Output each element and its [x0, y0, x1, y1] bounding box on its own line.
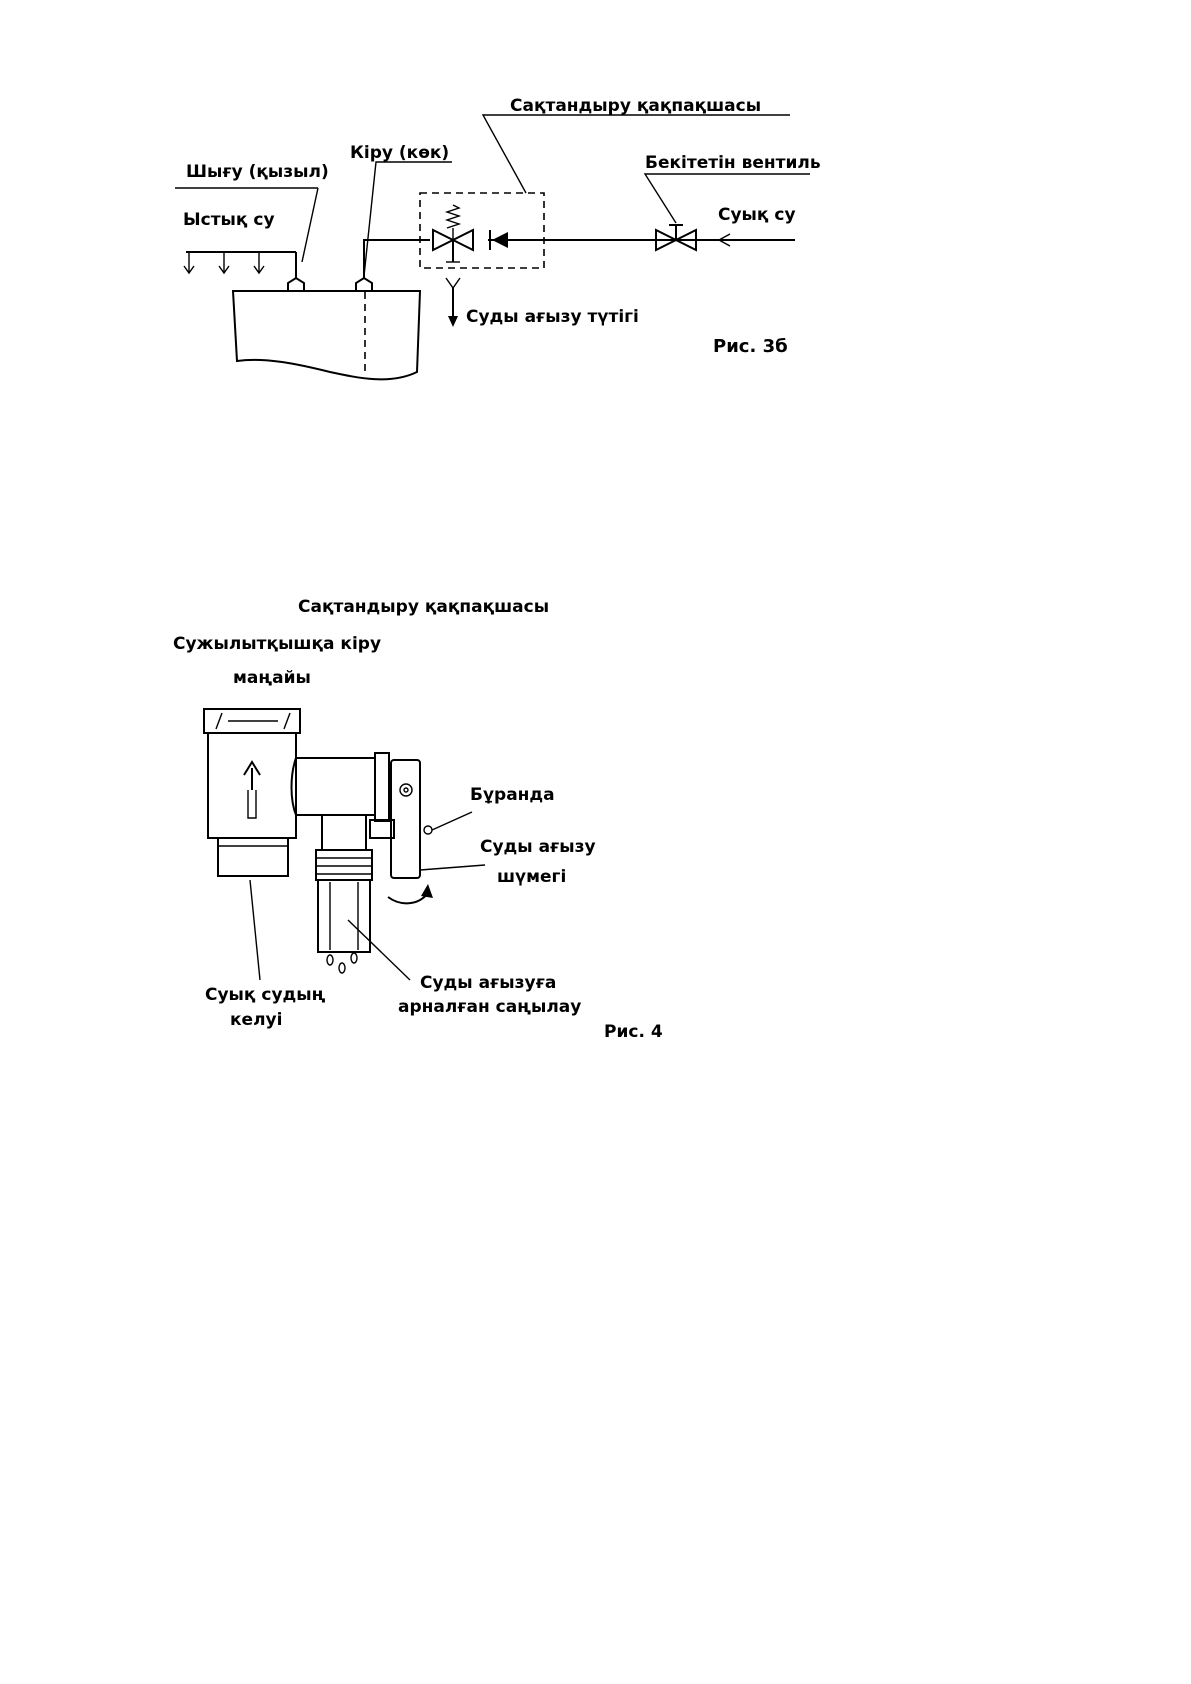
cold-inlet-pipe	[364, 240, 430, 278]
label-inlet: Кіру (көк)	[350, 143, 450, 163]
label-fig4-title: Сақтандыру қақпақшасы	[298, 597, 550, 617]
water-drops	[327, 953, 357, 973]
side-branch	[292, 758, 376, 815]
caption-fig-4: Рис. 4	[604, 1022, 663, 1042]
branch-collar	[375, 753, 389, 821]
label-hot-water: Ыстық су	[183, 210, 275, 230]
label-cold-inlet-2: келуі	[230, 1010, 283, 1030]
cold-water-arrow	[719, 234, 790, 246]
rotation-arrow	[388, 884, 433, 903]
label-heater-entry-1: Сужылытқышқа кіру	[173, 634, 382, 654]
flow-arrow	[244, 762, 260, 818]
drain-nozzle-tube	[318, 880, 370, 952]
drain-nozzle-ribbed	[316, 850, 372, 880]
figure-4	[173, 597, 663, 1042]
top-thread-marks	[216, 713, 290, 729]
label-safety-valve: Сақтандыру қақпақшасы	[510, 96, 762, 116]
water-heater-tank	[233, 291, 420, 379]
safety-valve-symbol	[433, 205, 473, 262]
shutoff-valve-symbol	[656, 225, 696, 250]
valve-bottom-thread	[218, 838, 288, 876]
check-valve-symbol	[490, 230, 508, 250]
handle-pivot	[400, 784, 412, 796]
nut-screw	[424, 826, 432, 834]
label-shutoff-valve: Бекітетін вентиль	[645, 153, 821, 173]
outlet-nipple	[288, 278, 304, 291]
label-outlet: Шығу (қызыл)	[186, 162, 329, 182]
safety-valve-box	[420, 193, 544, 268]
label-cold-inlet-1: Суық судың	[205, 985, 326, 1005]
hot-water-arrows	[184, 252, 264, 273]
drain-nozzle-top	[322, 815, 366, 850]
label-drain-tap-2: шүмегі	[497, 867, 567, 887]
label-cold-water: Суық су	[718, 205, 796, 225]
handle-pivot-inner	[404, 788, 408, 792]
label-nut: Бұранда	[470, 785, 555, 805]
inlet-nipple	[356, 278, 372, 291]
nozzle-ribs	[316, 858, 372, 950]
label-drain-nozzle-2: арналған саңылау	[398, 997, 582, 1017]
figure-3b	[175, 96, 821, 379]
caption-fig-3b: Рис. 3б	[713, 336, 788, 357]
label-drain-tap-1: Суды ағызу	[480, 837, 596, 857]
label-heater-entry-2: маңайы	[233, 668, 311, 688]
label-drain-pipe: Суды ағызу түтігі	[466, 307, 639, 327]
label-drain-nozzle-1: Суды ағызуға	[420, 973, 557, 993]
handle-lever	[391, 760, 420, 878]
drain-line	[446, 278, 460, 327]
